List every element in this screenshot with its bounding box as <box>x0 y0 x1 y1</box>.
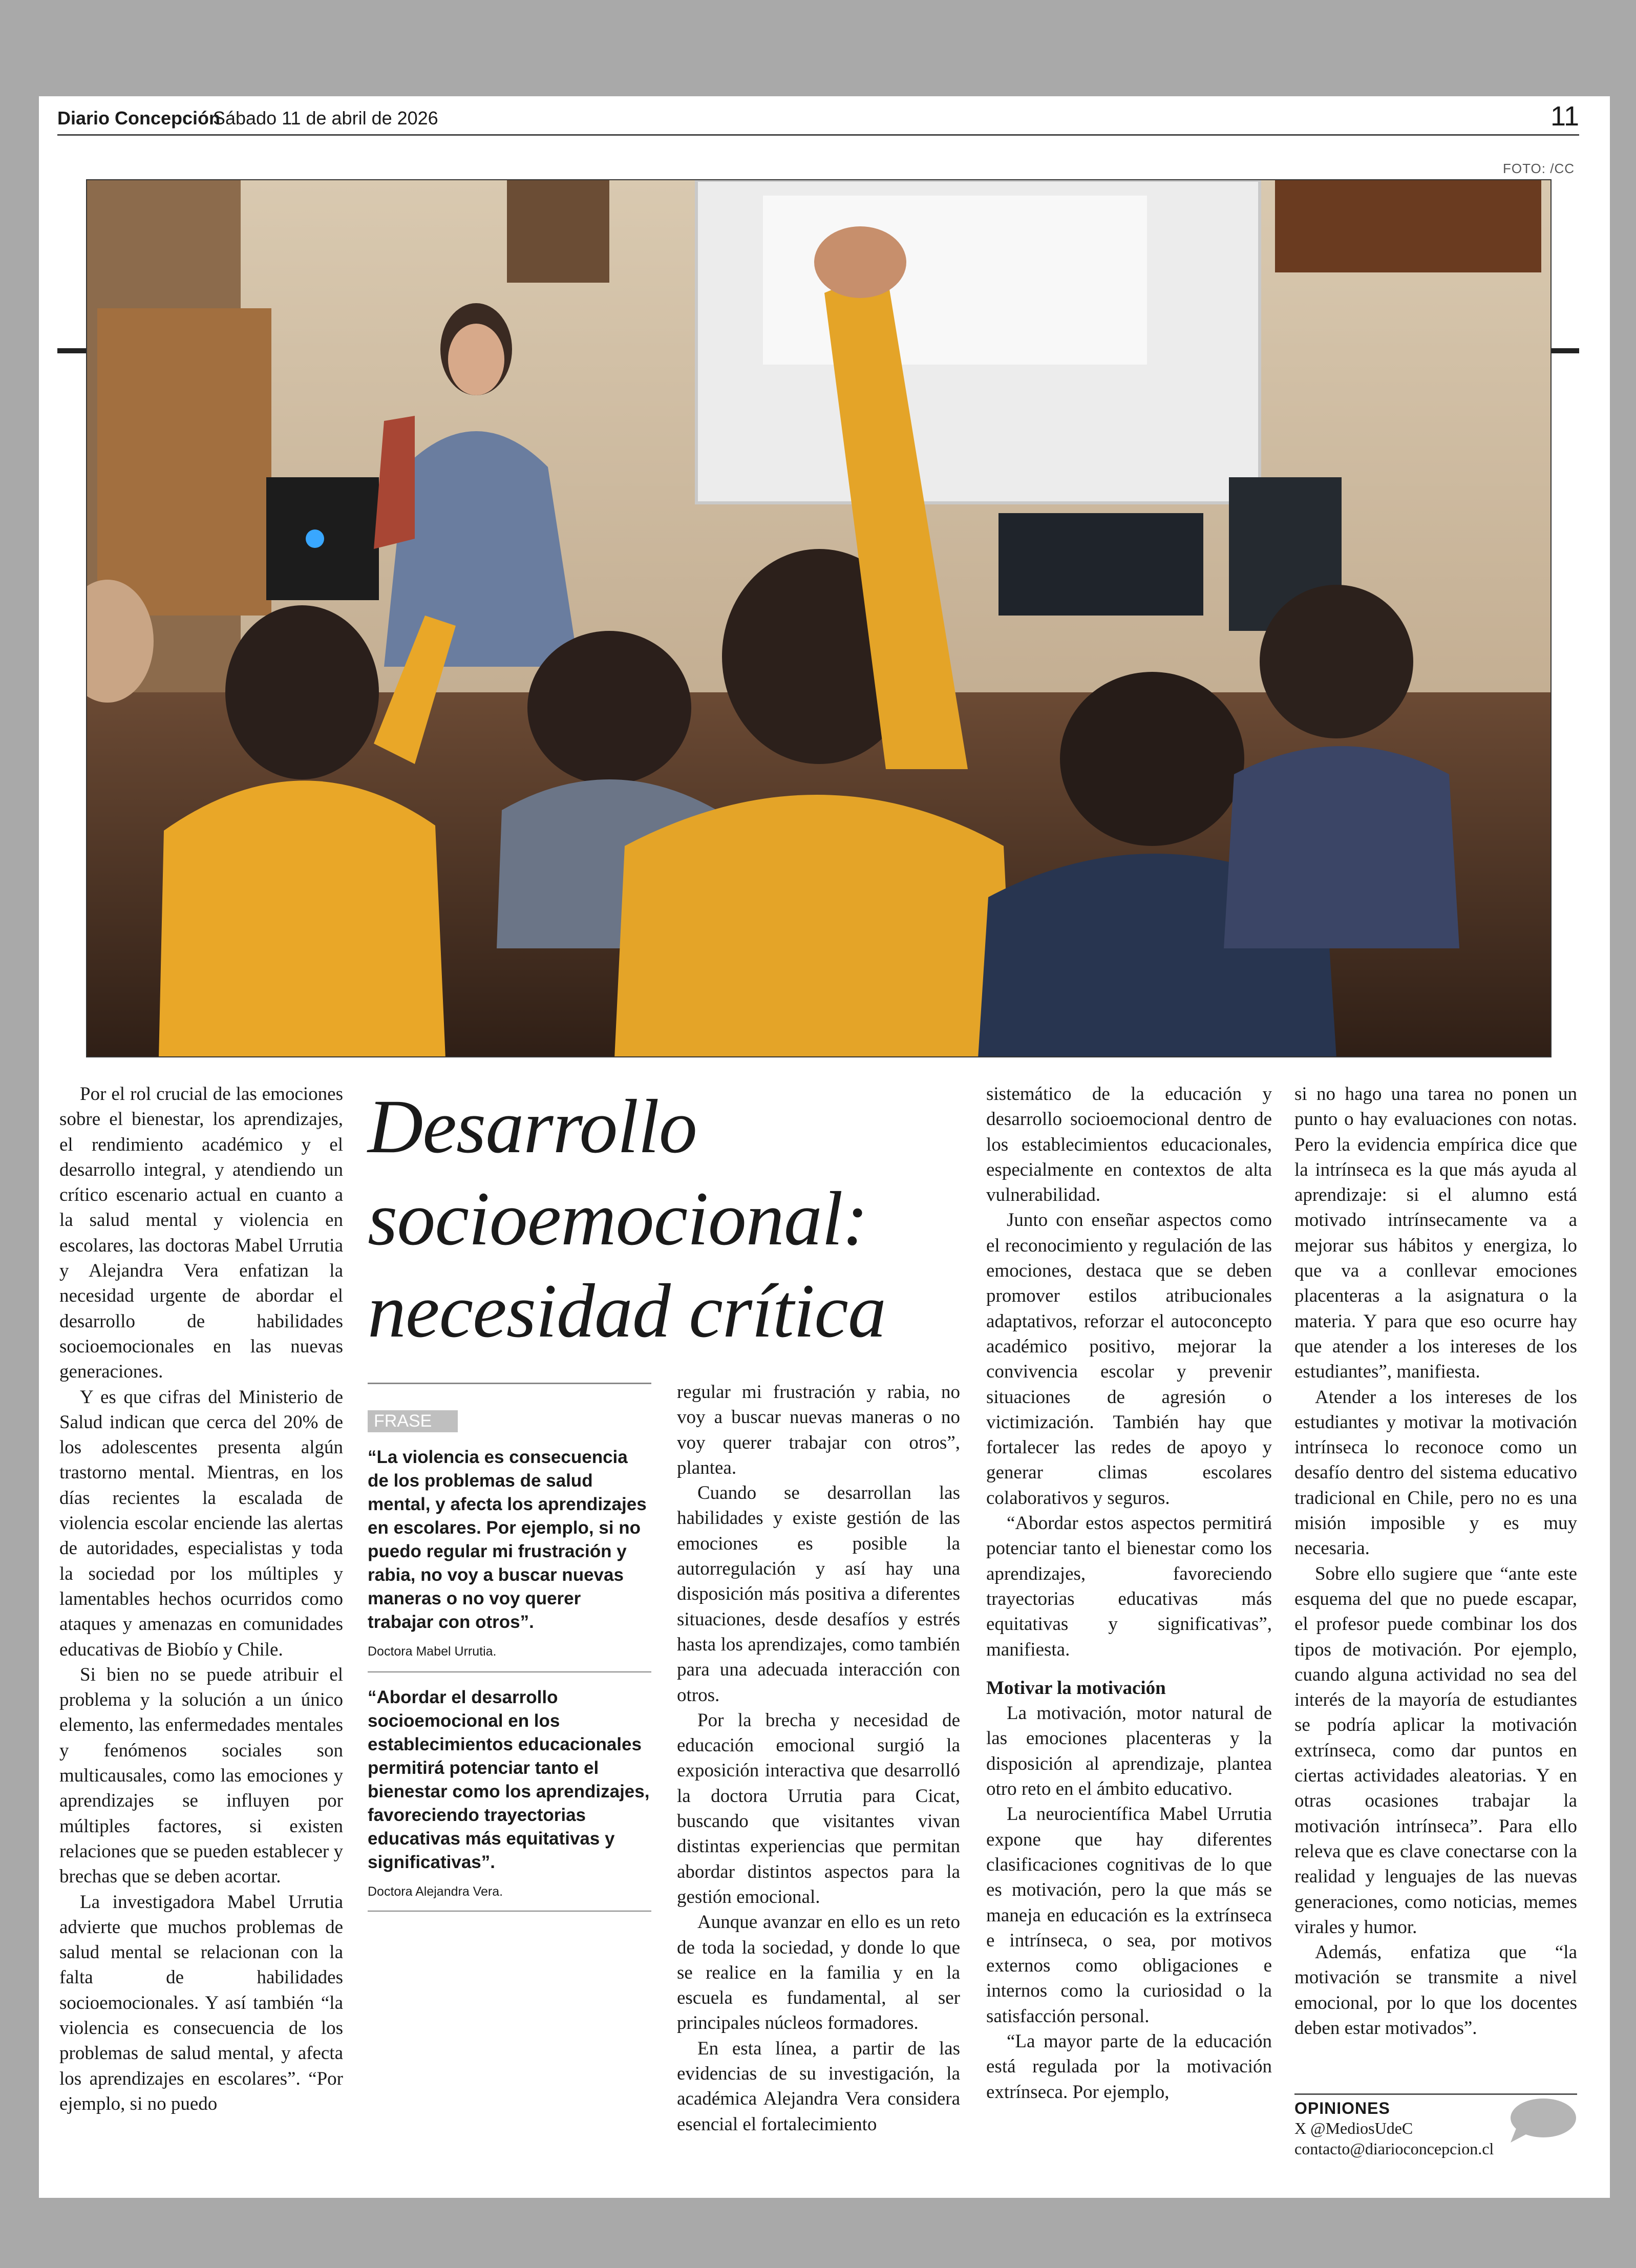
paragraph: Junto con enseñar aspectos como el reconocimiento y regulación de las emociones, destaca que se deben promover estilos atribucionales adaptativos, reforzar el autoconcepto académico positivo, mejorar la convivencia escolar y prevenir situaciones de agresión o victimización. También hay que fortalecer las redes de apoyo y generar climas escolares colaborativos y seguros. <box>986 1210 1272 1509</box>
paragraph: Por la brecha y necesidad de educación emocional surgió la exposición interactiva que desarrolló la doctora Urrutia para Cicat, buscando que visitantes vivan distintas experiencias que permitan abordar distintos aspectos para la gestión emocional. <box>677 1709 960 1907</box>
paragraph: “Abordar estos aspectos permitirá potenciar tanto el bienestar como los aprendizajes, favoreciendo trayectorias educativas más equitativas y significativas”, manifiesta. <box>986 1513 1272 1660</box>
paragraph: Atender a los intereses de los estudiantes y motivar la motivación intrínseca lo reconoce como un desafío dentro del sistema educativo tradicional en Chile, pero no es una misión imposible y es muy necesaria. <box>1294 1386 1577 1559</box>
classroom-illustration <box>87 180 1552 1057</box>
contact-email[interactable]: contacto@diarioconcepcion.cl <box>1294 2139 1494 2158</box>
article-column-1 <box>59 1082 343 2116</box>
social-handle[interactable]: X @MediosUdeC <box>1294 2119 1413 2137</box>
paragraph: sistemático de la educación y desarrollo socioemocional dentro de los establecimientos educacionales, especialmente en contextos de alta vulnerabilidad. <box>986 1084 1272 1206</box>
paragraph: Si bien no se puede atribuir el problema y la solución a un único elemento, las enfermedades mentales y fenómenos sociales son multicausales, como las emociones y aprendizajes se influyen por múltiples factores, si existen relaciones que se pueden establecer y brechas que se deben acortar. <box>59 1664 343 1888</box>
pull-quote-1: “La violencia es consecuencia de los problemas de salud mental, y afecta los aprendizajes en escolares. Por ejemplo, si no puedo regular mi frustración y rabia, no voy a buscar nuevas maneras o no voy querer trabajar con otros”. <box>368 1447 647 1632</box>
article-column-4 <box>986 1082 1272 2105</box>
paper-name: Diario Concepción <box>57 108 221 129</box>
paragraph: “La mayor parte de la educación está regulada por la motivación extrínseca. Por ejemplo, <box>986 2030 1272 2103</box>
paragraph: Además, enfatiza que “la motivación se transmite a nivel emocional, por lo que los docentes deben estar motivados”. <box>1294 1942 1577 2039</box>
headline: Desarrollo socioemocional: necesidad crítica <box>368 1084 886 1353</box>
paragraph: Sobre ello sugiere que “ante este esquema del que no puede escapar, el profesor puede combinar los dos tipos de motivación. Por ejemplo, cuando alguna actividad no sea del interés de la mayoría de estudiantes se podría aplicar la motivación extrínseca, como dar puntos en ciertas actividades aleatorias. Y en otras ocasiones trabajar la motivación intrínseca”. Para ello releva que es clave conectarse con la realidad y lenguajes de las nuevas generaciones, como noticias, memes virales y humor. <box>1294 1563 1577 1938</box>
paragraph: En esta línea, a partir de las evidencias de su investigación, la académica Alejandra Vera considera esencial el fortalecimiento <box>677 2038 960 2135</box>
page-number: 11 <box>1550 101 1579 132</box>
paragraph: Por el rol crucial de las emociones sobre el bienestar, los aprendizajes, el rendimiento académico y el desarrollo integral, y atendiendo un crítico escenario actual en cuanto a la salud mental y violencia en escolares, las doctoras Mabel Urrutia y Alejandra Vera enfatizan la necesidad urgente de abordar el desarrollo de habilidades socioemocionales en las nuevas generaciones. <box>59 1084 343 1383</box>
paragraph: regular mi frustración y rabia, no voy a buscar nuevas maneras o no voy querer trabajar con otros”, plantea. <box>677 1382 960 1478</box>
quote-author-1: Doctora Mabel Urrutia. <box>368 1644 497 1659</box>
issue-date: Sábado 11 de abril de 2026 <box>213 108 438 129</box>
pull-quote-2: “Abordar el desarrollo socioemocional en los establecimientos educacionales permitirá potenciar tanto el bienestar como los aprendizajes, favoreciendo trayectorias educativas más equitativas y significativas”. <box>368 1687 650 1872</box>
speech-bubble-icon <box>1507 2096 1577 2144</box>
sidebar-end-rule <box>368 1911 651 1912</box>
photo-credit: FOTO: /CC <box>1503 161 1575 176</box>
quote-author-2: Doctora Alejandra Vera. <box>368 1884 503 1899</box>
page-header <box>57 100 1579 136</box>
paragraph: La investigadora Mabel Urrutia advierte que muchos problemas de salud mental se relacionan con la falta de habilidades socioemocionales. Y así también “la violencia es consecuencia de los problemas de salud mental, y afecta los aprendizajes en escolares”. “Por ejemplo, si no puedo <box>59 1891 343 2114</box>
article-column-5 <box>1294 1082 1577 2041</box>
opinions-title: OPINIONES <box>1294 2099 1390 2117</box>
quote-sidebar <box>368 1410 651 1912</box>
paragraph: si no hago una tarea no ponen un punto o hay evaluaciones con notas. Pero la evidencia empírica dice que la intrínseca es la que más ayuda al aprendizaje: si el alumno está motivado intrínsecamente va a mejorar sus hábitos y energiza, lo que va a conllevar emociones placenteras a la asignatura o la materia. Y para que eso ocurre hay que atender a los intereses de los estudiantes”, manifiesta. <box>1294 1084 1577 1383</box>
paragraph: La motivación, motor natural de las emociones placenteras y la disposición al aprendizaje, plantea otro reto en el ámbito educativo. <box>986 1703 1272 1800</box>
paragraph: Cuando se desarrollan las habilidades y existe gestión de las emociones es posible la autorregulación y así hay una disposición más positiva a diferentes situaciones, desde desafíos y estrés hasta los aprendizajes, como también para una adecuada interacción con otros. <box>677 1482 960 1706</box>
frase-tag: FRASE <box>368 1410 458 1432</box>
opinions-rule <box>1294 2093 1577 2095</box>
classroom-photo <box>86 179 1552 1057</box>
subheading: Motivar la motivación <box>986 1677 1166 1699</box>
section-mark-left <box>57 348 88 353</box>
paragraph: La neurocientífica Mabel Urrutia expone que hay diferentes clasificaciones cognitivas de lo que es motivación, pero la que más se maneja en educación es la extrínseca e intrínseca, o sea, por motivos externos como obligaciones e internos como la curiosidad o la satisfacción personal. <box>986 1804 1272 2027</box>
paragraph: Y es que cifras del Ministerio de Salud indican que cerca del 20% de los adolescentes presenta algún trastorno mental. Mientras, en los días recientes la escalada de violencia escolar enciende las alertas de autoridades, especialistas y toda la sociedad por los múltiples y lamentables hechos ocurridos como ataques y amenazas en comunidades educativas de Biobío y Chile. <box>59 1386 343 1660</box>
paragraph: Aunque avanzar en ello es un reto de toda la sociedad, y donde lo que se realice en la familia y en la escuela es fundamental, al ser principales núcleos formadores. <box>677 1912 960 2034</box>
header-rule <box>57 134 1579 136</box>
article-column-3 <box>677 1380 960 2137</box>
headline-rule <box>368 1383 651 1384</box>
section-mark-right <box>1548 348 1579 353</box>
quote-divider <box>368 1671 651 1672</box>
